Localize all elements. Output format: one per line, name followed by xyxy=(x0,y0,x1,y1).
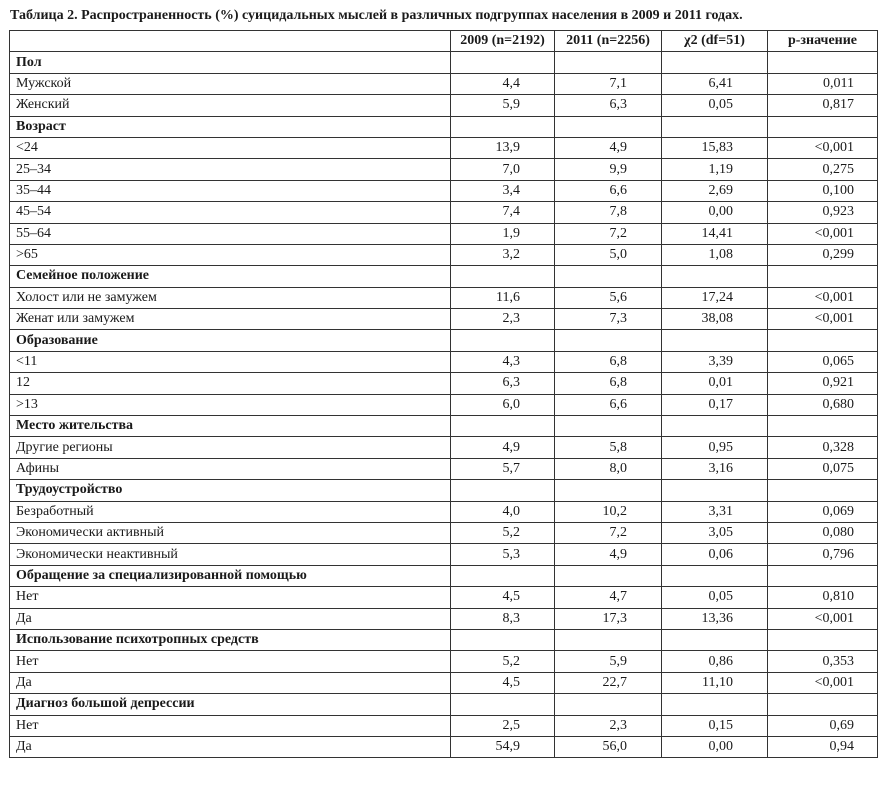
table-row xyxy=(10,608,878,629)
row-label: Да xyxy=(10,672,451,693)
prevalence-table xyxy=(9,30,878,758)
table-row xyxy=(10,73,878,94)
cell-2011: 56,0 xyxy=(555,736,662,757)
table-group-row xyxy=(10,565,878,586)
cell-p-value: 0,353 xyxy=(768,651,878,672)
row-label: Мужской xyxy=(10,73,451,94)
cell-chi2: 3,39 xyxy=(662,351,768,372)
cell-2011: 8,0 xyxy=(555,458,662,479)
cell-chi2: 0,86 xyxy=(662,651,768,672)
empty-cell xyxy=(662,629,768,650)
group-label: Семейное положение xyxy=(10,266,451,287)
cell-chi2: 11,10 xyxy=(662,672,768,693)
cell-2011: 10,2 xyxy=(555,501,662,522)
row-label: Женский xyxy=(10,95,451,116)
cell-p-value: 0,100 xyxy=(768,180,878,201)
row-label: 12 xyxy=(10,373,451,394)
row-label: Нет xyxy=(10,587,451,608)
cell-2009: 5,7 xyxy=(451,458,555,479)
table-row xyxy=(10,715,878,736)
table-row xyxy=(10,180,878,201)
cell-chi2: 0,01 xyxy=(662,373,768,394)
cell-p-value: 0,075 xyxy=(768,458,878,479)
cell-2011: 6,8 xyxy=(555,373,662,394)
cell-2011: 2,3 xyxy=(555,715,662,736)
table-row xyxy=(10,522,878,543)
cell-p-value: 0,299 xyxy=(768,244,878,265)
cell-chi2: 17,24 xyxy=(662,287,768,308)
empty-cell xyxy=(451,116,555,137)
table-row xyxy=(10,458,878,479)
cell-2009: 6,0 xyxy=(451,394,555,415)
cell-p-value: 0,923 xyxy=(768,202,878,223)
empty-cell xyxy=(451,694,555,715)
cell-chi2: 3,05 xyxy=(662,522,768,543)
cell-2011: 5,0 xyxy=(555,244,662,265)
cell-p-value: 0,328 xyxy=(768,437,878,458)
row-label: Нет xyxy=(10,651,451,672)
empty-cell xyxy=(451,565,555,586)
header-2009: 2009 (n=2192) xyxy=(451,31,555,52)
empty-cell xyxy=(768,629,878,650)
table-row xyxy=(10,501,878,522)
cell-p-value: 0,080 xyxy=(768,522,878,543)
cell-2011: 5,6 xyxy=(555,287,662,308)
cell-chi2: 0,15 xyxy=(662,715,768,736)
empty-cell xyxy=(451,330,555,351)
cell-chi2: 15,83 xyxy=(662,137,768,158)
cell-2009: 3,2 xyxy=(451,244,555,265)
table-row xyxy=(10,244,878,265)
table-row xyxy=(10,309,878,330)
cell-2009: 1,9 xyxy=(451,223,555,244)
table-group-row xyxy=(10,116,878,137)
cell-p-value: <0,001 xyxy=(768,137,878,158)
cell-2009: 3,4 xyxy=(451,180,555,201)
empty-cell xyxy=(451,266,555,287)
group-label: Использование психотропных средств xyxy=(10,629,451,650)
cell-2009: 13,9 xyxy=(451,137,555,158)
empty-cell xyxy=(768,330,878,351)
table-row xyxy=(10,394,878,415)
row-label: >13 xyxy=(10,394,451,415)
cell-2009: 5,2 xyxy=(451,522,555,543)
cell-2011: 4,9 xyxy=(555,544,662,565)
header-label xyxy=(10,31,451,52)
table-row xyxy=(10,137,878,158)
row-label: Холост или не замужем xyxy=(10,287,451,308)
cell-2009: 7,0 xyxy=(451,159,555,180)
cell-2009: 8,3 xyxy=(451,608,555,629)
cell-p-value: 0,065 xyxy=(768,351,878,372)
row-label: <24 xyxy=(10,137,451,158)
cell-2009: 4,5 xyxy=(451,672,555,693)
empty-cell xyxy=(555,52,662,73)
table-group-row xyxy=(10,480,878,501)
table-row xyxy=(10,587,878,608)
cell-chi2: 13,36 xyxy=(662,608,768,629)
cell-p-value: 0,011 xyxy=(768,73,878,94)
row-label: 55–64 xyxy=(10,223,451,244)
cell-2009: 2,3 xyxy=(451,309,555,330)
cell-2009: 7,4 xyxy=(451,202,555,223)
table-row xyxy=(10,223,878,244)
row-label: Нет xyxy=(10,715,451,736)
cell-p-value: 0,817 xyxy=(768,95,878,116)
cell-2009: 6,3 xyxy=(451,373,555,394)
cell-2011: 7,1 xyxy=(555,73,662,94)
empty-cell xyxy=(662,694,768,715)
cell-chi2: 0,05 xyxy=(662,95,768,116)
cell-p-value: <0,001 xyxy=(768,672,878,693)
cell-p-value: <0,001 xyxy=(768,608,878,629)
empty-cell xyxy=(768,480,878,501)
table-group-row xyxy=(10,694,878,715)
group-label: Пол xyxy=(10,52,451,73)
header-chi2: χ2 (df=51) xyxy=(662,31,768,52)
table-row xyxy=(10,544,878,565)
cell-p-value: 0,810 xyxy=(768,587,878,608)
group-label: Возраст xyxy=(10,116,451,137)
cell-2009: 11,6 xyxy=(451,287,555,308)
cell-2011: 6,6 xyxy=(555,394,662,415)
cell-p-value: <0,001 xyxy=(768,223,878,244)
empty-cell xyxy=(555,565,662,586)
empty-cell xyxy=(555,416,662,437)
cell-2009: 54,9 xyxy=(451,736,555,757)
cell-chi2: 0,00 xyxy=(662,736,768,757)
cell-2011: 22,7 xyxy=(555,672,662,693)
cell-p-value: 0,275 xyxy=(768,159,878,180)
row-label: Экономически активный xyxy=(10,522,451,543)
table-row xyxy=(10,651,878,672)
row-label: Афины xyxy=(10,458,451,479)
cell-chi2: 1,19 xyxy=(662,159,768,180)
cell-2009: 4,3 xyxy=(451,351,555,372)
cell-chi2: 0,17 xyxy=(662,394,768,415)
cell-chi2: 38,08 xyxy=(662,309,768,330)
table-group-row xyxy=(10,52,878,73)
cell-2009: 4,9 xyxy=(451,437,555,458)
cell-2009: 2,5 xyxy=(451,715,555,736)
empty-cell xyxy=(555,694,662,715)
table-caption: Таблица 2. Распространенность (%) суицидальных мыслей в различных подгруппах населения в 2009 и 2011 годах. xyxy=(10,8,743,23)
group-label: Трудоустройство xyxy=(10,480,451,501)
empty-cell xyxy=(555,330,662,351)
cell-2011: 7,2 xyxy=(555,223,662,244)
table-row xyxy=(10,202,878,223)
row-label: 45–54 xyxy=(10,202,451,223)
empty-cell xyxy=(555,629,662,650)
table-row xyxy=(10,373,878,394)
cell-p-value: 0,069 xyxy=(768,501,878,522)
header-2011: 2011 (n=2256) xyxy=(555,31,662,52)
cell-2011: 5,8 xyxy=(555,437,662,458)
cell-2011: 5,9 xyxy=(555,651,662,672)
cell-2011: 6,8 xyxy=(555,351,662,372)
empty-cell xyxy=(768,565,878,586)
cell-2009: 5,3 xyxy=(451,544,555,565)
cell-p-value: <0,001 xyxy=(768,287,878,308)
empty-cell xyxy=(662,565,768,586)
cell-2011: 6,6 xyxy=(555,180,662,201)
group-label: Место жительства xyxy=(10,416,451,437)
empty-cell xyxy=(451,52,555,73)
cell-chi2: 0,95 xyxy=(662,437,768,458)
table-row xyxy=(10,736,878,757)
cell-2011: 7,8 xyxy=(555,202,662,223)
cell-chi2: 14,41 xyxy=(662,223,768,244)
group-label: Обращение за специализированной помощью xyxy=(10,565,451,586)
table-row xyxy=(10,95,878,116)
table-row xyxy=(10,287,878,308)
row-label: Другие регионы xyxy=(10,437,451,458)
cell-2011: 4,7 xyxy=(555,587,662,608)
table-row xyxy=(10,672,878,693)
cell-p-value: 0,796 xyxy=(768,544,878,565)
cell-p-value: 0,69 xyxy=(768,715,878,736)
row-label: 35–44 xyxy=(10,180,451,201)
row-label: Безработный xyxy=(10,501,451,522)
empty-cell xyxy=(555,266,662,287)
cell-2009: 5,9 xyxy=(451,95,555,116)
header-p-value: p-значение xyxy=(768,31,878,52)
table-row xyxy=(10,159,878,180)
cell-2009: 5,2 xyxy=(451,651,555,672)
empty-cell xyxy=(555,480,662,501)
row-label: <11 xyxy=(10,351,451,372)
empty-cell xyxy=(451,629,555,650)
row-label: 25–34 xyxy=(10,159,451,180)
table-body xyxy=(10,52,878,758)
cell-chi2: 0,05 xyxy=(662,587,768,608)
table-group-row xyxy=(10,330,878,351)
table-group-row xyxy=(10,416,878,437)
table-group-row xyxy=(10,629,878,650)
cell-p-value: 0,680 xyxy=(768,394,878,415)
cell-p-value: 0,921 xyxy=(768,373,878,394)
row-label: >65 xyxy=(10,244,451,265)
cell-2011: 7,2 xyxy=(555,522,662,543)
cell-chi2: 0,06 xyxy=(662,544,768,565)
group-label: Диагноз большой депрессии xyxy=(10,694,451,715)
empty-cell xyxy=(555,116,662,137)
cell-p-value: <0,001 xyxy=(768,309,878,330)
empty-cell xyxy=(662,266,768,287)
cell-2009: 4,5 xyxy=(451,587,555,608)
empty-cell xyxy=(662,52,768,73)
empty-cell xyxy=(768,116,878,137)
cell-chi2: 0,00 xyxy=(662,202,768,223)
cell-2011: 7,3 xyxy=(555,309,662,330)
empty-cell xyxy=(768,694,878,715)
cell-2011: 17,3 xyxy=(555,608,662,629)
cell-chi2: 6,41 xyxy=(662,73,768,94)
table-group-row xyxy=(10,266,878,287)
cell-2009: 4,4 xyxy=(451,73,555,94)
row-label: Женат или замужем xyxy=(10,309,451,330)
empty-cell xyxy=(768,416,878,437)
empty-cell xyxy=(662,416,768,437)
group-label: Образование xyxy=(10,330,451,351)
cell-chi2: 3,16 xyxy=(662,458,768,479)
cell-2011: 4,9 xyxy=(555,137,662,158)
empty-cell xyxy=(662,116,768,137)
cell-2009: 4,0 xyxy=(451,501,555,522)
empty-cell xyxy=(768,266,878,287)
empty-cell xyxy=(662,330,768,351)
cell-chi2: 1,08 xyxy=(662,244,768,265)
cell-2011: 6,3 xyxy=(555,95,662,116)
empty-cell xyxy=(662,480,768,501)
row-label: Да xyxy=(10,736,451,757)
empty-cell xyxy=(451,416,555,437)
cell-chi2: 2,69 xyxy=(662,180,768,201)
table-header-row xyxy=(10,31,878,52)
cell-2011: 9,9 xyxy=(555,159,662,180)
table-row xyxy=(10,351,878,372)
cell-chi2: 3,31 xyxy=(662,501,768,522)
row-label: Да xyxy=(10,608,451,629)
empty-cell xyxy=(451,480,555,501)
table-row xyxy=(10,437,878,458)
empty-cell xyxy=(768,52,878,73)
cell-p-value: 0,94 xyxy=(768,736,878,757)
row-label: Экономически неактивный xyxy=(10,544,451,565)
